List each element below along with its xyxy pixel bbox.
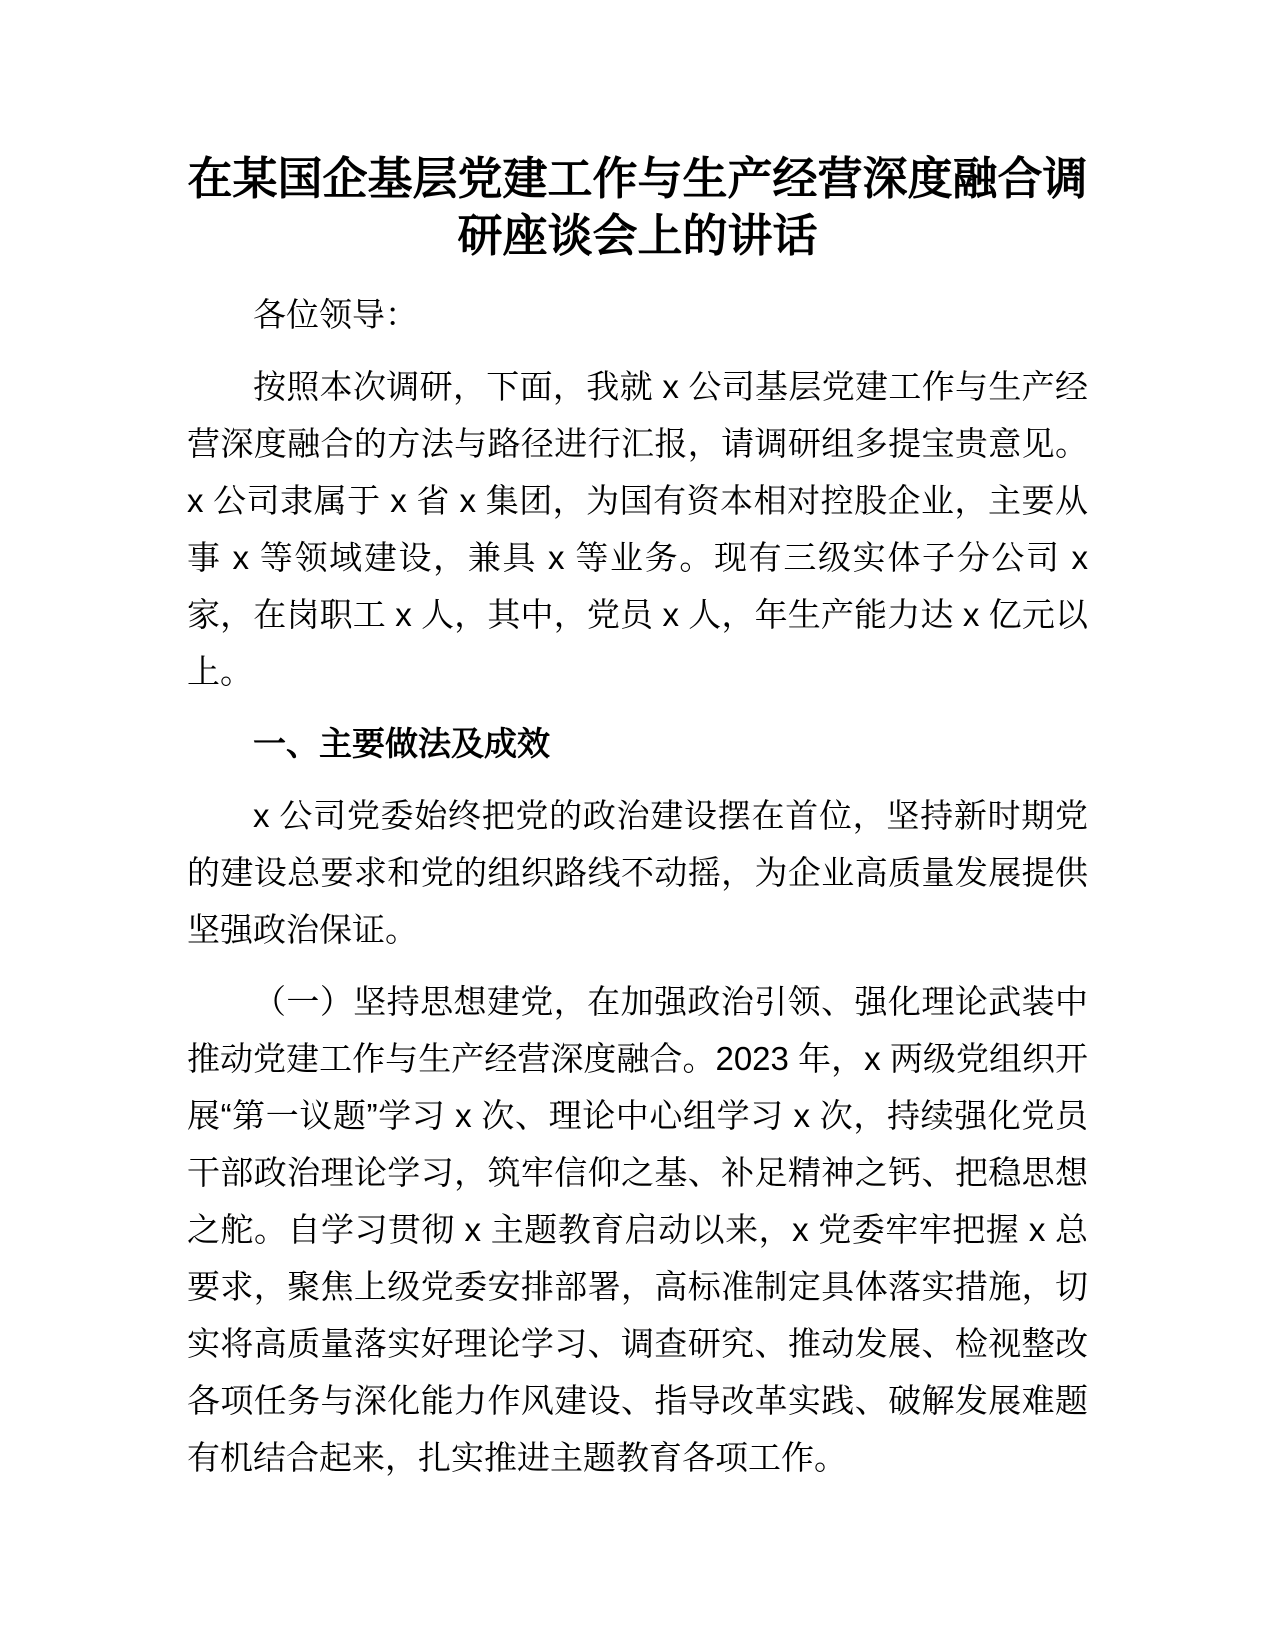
section-heading-main-practices: 一、主要做法及成效 <box>253 725 550 762</box>
title-line-2: 研座谈会上的讲话 <box>457 210 818 261</box>
title-line-1: 在某国企基层党建工作与生产经营深度融合调 <box>187 153 1088 204</box>
paragraph-subsection-one: （一）坚持思想建党，在加强政治引领、强化理论武装中推动党建工作与生产经营深度融合。2023 年，x 两级党组织开展“第一议题”学习 x 次、理论中心组学习 x 次，持续强化党员干部政治理论学习，筑牢信仰之基、补足精神之钙、把稳思想之舵。自学习贯彻 x 主题教育启动以来，x 党委牢牢把握 x 总要求，聚焦上级党委安排部署，高标准制定具体落实措施，切实将高质量落实好理论学习、调查研究、推动发展、检视整改各项任务与深化能力作风建设、指导改革实践、破解发展难题有机结合起来，扎实推进主题教育各项工作。 <box>187 983 1088 1476</box>
paragraph-section-overview: x 公司党委始终把党的政治建设摆在首位，坚持新时期党的建设总要求和党的组织路线不动摇，为企业高质量发展提供坚强政治保证。 <box>187 797 1088 948</box>
salutation: 各位领导： <box>253 296 418 333</box>
document-title <box>187 150 1088 264</box>
paragraph-introduction: 按照本次调研，下面，我就 x 公司基层党建工作与生产经营深度融合的方法与路径进行汇报，请调研组多提宝贵意见。x 公司隶属于 x 省 x 集团，为国有资本相对控股企业，主要从事 x 等领域建设，兼具 x 等业务。现有三级实体子分公司 x 家，在岗职工 x 人，其中，党员 x 人，年生产能力达 x 亿元以上。 <box>187 368 1088 690</box>
